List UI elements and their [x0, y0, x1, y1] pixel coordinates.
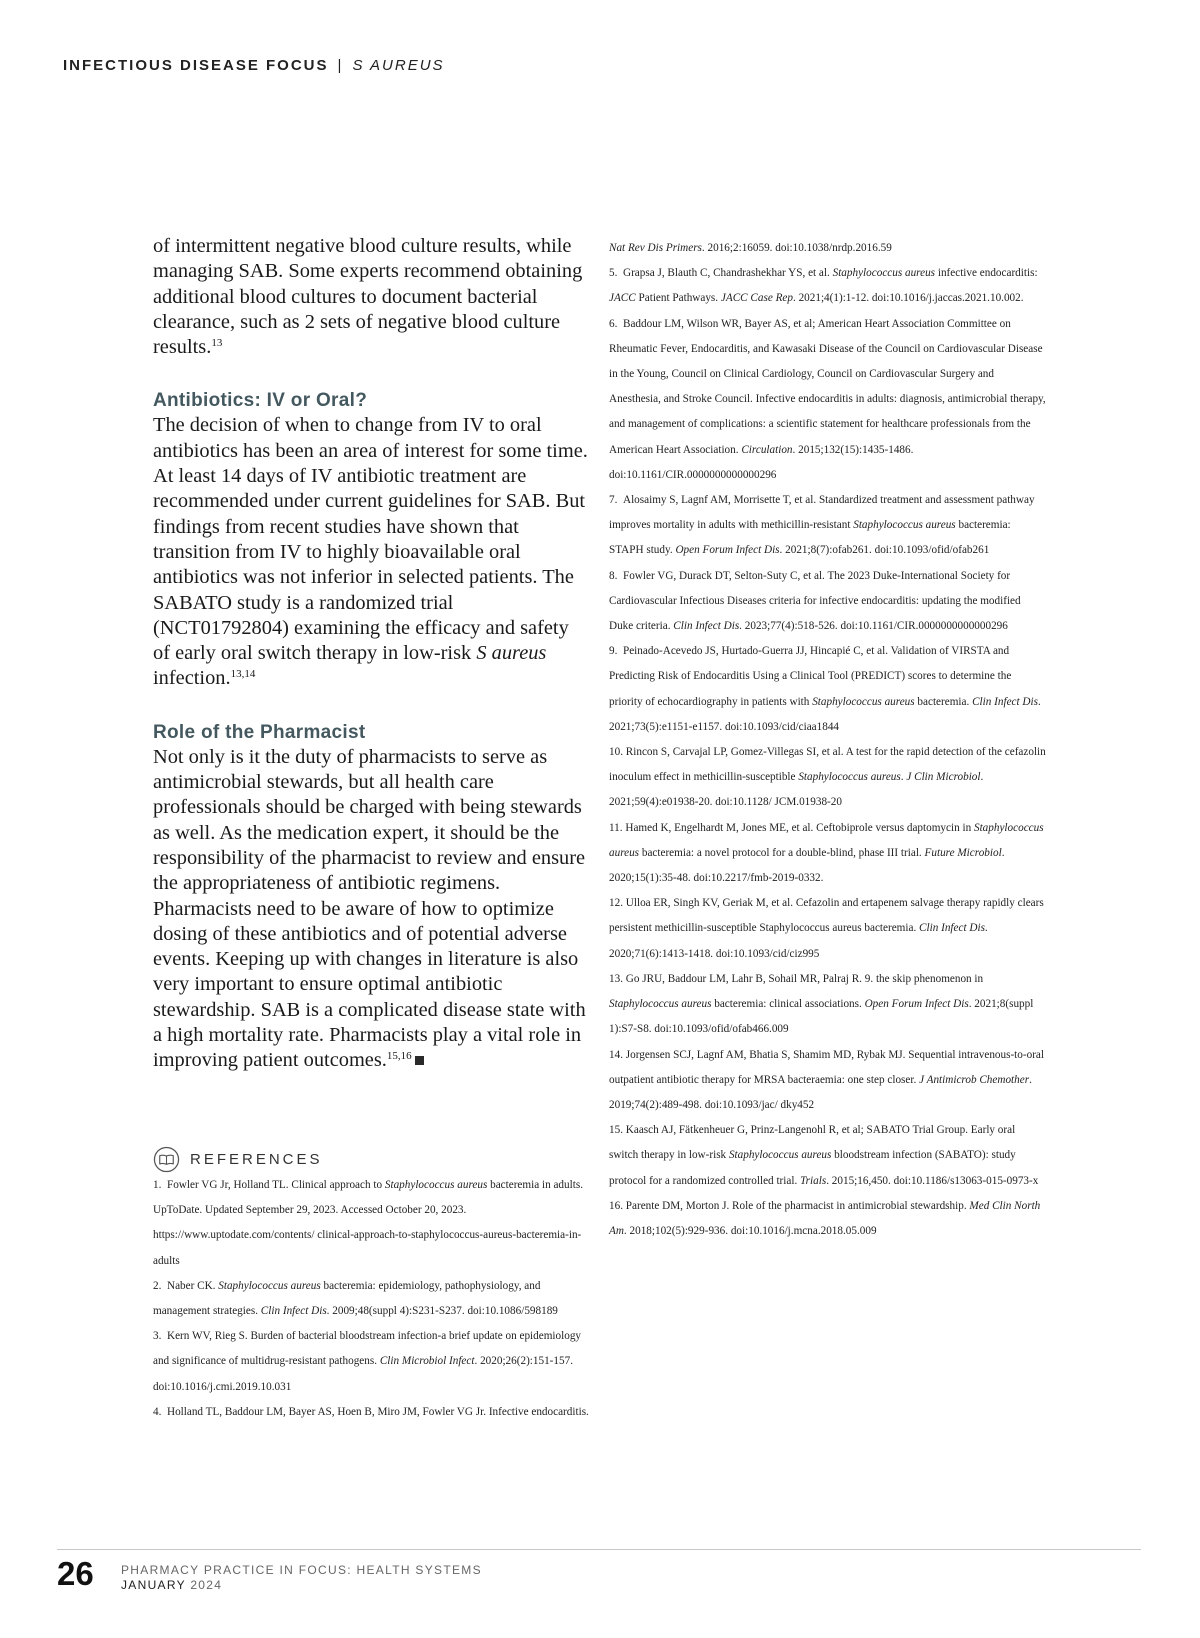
reference-item: 15. Kaasch AJ, Fätkenheuer G, Prinz-Langenohl R, et al; SABATO Trial Group. Early oral switch therapy in low-risk Staphylococcus aureus bloodstream infection (SABATO): study protocol for a randomized controlled trial. Trials. 2015;16,450. doi:10.1186/s13063-015-0973-x	[609, 1124, 1039, 1187]
intro-paragraph: of intermittent negative blood culture results, while managing SAB. Some experts recommend obtaining additional blood cultures to document bacterial clearance, such as 2 sets of negative blood culture results.$^{13}$	[153, 235, 583, 359]
references-title: REFERENCES	[190, 1151, 323, 1168]
issue-month: JANUARY	[121, 1578, 186, 1592]
citation: 13,14	[230, 668, 256, 681]
citation: 13	[211, 337, 223, 350]
header-topic: S AUREUS	[352, 57, 445, 74]
reference-item: 10. Rincon S, Carvajal LP, Gomez-Villegas SI, et al. A test for the rapid detection of the cefazolin inoculum effect in methicillin-susceptible Staphylococcus aureus. J Clin Microbiol. 2021;59(4):e01938-20. doi:10.1128/ JCM.01938-20	[609, 746, 1046, 809]
reference-item: 7. Alosaimy S, Lagnf AM, Morrisette T, et al. Standardized treatment and assessment pathway improves mortality in adults with methicillin-resistant Staphylococcus aureus bacteremia: STAPH study. Open Forum Infect Dis. 2021;8(7):ofab261. doi:10.1093/ofid/ofab261	[609, 494, 1035, 557]
references-list-right	[609, 236, 1046, 1244]
reference-item: 4. Holland TL, Baddour LM, Bayer AS, Hoen B, Miro JM, Fowler VG Jr. Infective endocarditis.	[153, 1405, 589, 1418]
reference-item: 5. Grapsa J, Blauth C, Chandrashekhar YS, et al. Staphylococcus aureus infective endocarditis: JACC Patient Pathways. JACC Case Rep. 2021;4(1):1-12. doi:10.1016/j.jaccas.2021.10.002.	[609, 267, 1038, 305]
open-book-icon	[153, 1146, 180, 1173]
reference-item: 1. Fowler VG Jr, Holland TL. Clinical approach to Staphylococcus aureus bacteremia in adults. UpToDate. Updated September 29, 2023. Accessed October 20, 2023. https://www.uptodate.com/contents/ clinical-approach-to-staphylococcus-aureus-bacteremia-in-adults	[153, 1179, 583, 1267]
antibiotics-paragraph: The decision of when to change from IV to oral antibiotics has been an area of interest for some time. At least 14 days of IV antibiotic treatment are recommended under current guidelines for SAB. But findings from recent studies have shown that transition from IV to highly bioavailable oral antibiotics was not inferior in selected patients. The SABATO study is a randomized trial (NCT01792804) examining the efficacy and safety of early oral switch therapy in low-risk S aureus infection.$^{13,14}$	[153, 414, 588, 690]
end-mark-icon	[415, 1056, 424, 1065]
footer-divider	[57, 1549, 1141, 1550]
article-body	[153, 234, 589, 1074]
reference-item: 16. Parente DM, Morton J. Role of the pharmacist in antimicrobial stewardship. Med Clin North Am. 2018;102(5):929-936. doi:10.1016/j.mcna.2018.05.009	[609, 1199, 1041, 1237]
issue-year: 2024	[190, 1578, 223, 1592]
issue-date	[121, 1578, 222, 1592]
reference-item: 11. Hamed K, Engelhardt M, Jones ME, et al. Ceftobiprole versus daptomycin in Staphylococcus aureus bacteremia: a novel protocol for a double-blind, phase III trial. Future Microbiol. 2020;15(1):35-48. doi:10.2217/fmb-2019-0332.	[609, 821, 1044, 885]
reference-item: 13. Go JRU, Baddour LM, Lahr B, Sohail MR, Palraj R. 9. the skip phenomenon in Staphylococcus aureus bacteremia: clinical associations. Open Forum Infect Dis. 2021;8(suppl 1):S7-S8. doi:10.1093/ofid/ofab466.009	[609, 972, 1034, 1036]
reference-item: 3. Kern WV, Rieg S. Burden of bacterial bloodstream infection-a brief update on epidemiology and significance of multidrug-resistant pathogens. Clin Microbiol Infect. 2020;26(2):151-157. doi:10.1016/j.cmi.2019.10.031	[153, 1330, 582, 1393]
reference-item: 9. Peinado-Acevedo JS, Hurtado-Guerra JJ, Hincapié C, et al. Validation of VIRSTA and Predicting Risk of Endocarditis Using a Clinical Tool (PREDICT) scores to determine the priority of echocardiography in patients with Staphylococcus aureus bacteremia. Clin Infect Dis. 2021;73(5):e1151-e1157. doi:10.1093/cid/ciaa1844	[609, 645, 1041, 733]
running-header	[63, 57, 445, 74]
reference-item: 12. Ulloa ER, Singh KV, Geriak M, et al. Cefazolin and ertapenem salvage therapy rapidly clears persistent methicillin-susceptible Staphylococcus aureus bacteremia. Clin Infect Dis. 2020;71(6):1413-1418. doi:10.1093/cid/ciz995	[609, 897, 1044, 960]
references-list-left	[153, 1173, 590, 1425]
citation: 15,16	[386, 1050, 412, 1063]
header-separator: |	[337, 57, 344, 74]
reference-item: 14. Jorgensen SCJ, Lagnf AM, Bhatia S, Shamim MD, Rybak MJ. Sequential intravenous-to-oral outpatient antibiotic therapy for MRSA bacteraemia: one step closer. J Antimicrob Chemother. 2019;74(2):489-498. doi:10.1093/jac/ dky452	[609, 1048, 1045, 1111]
references-header	[153, 1146, 323, 1173]
reference-item: 6. Baddour LM, Wilson WR, Bayer AS, et al; American Heart Association Committee on Rheumatic Fever, Endocarditis, and Kawasaki Disease of the Council on Cardiovascular Disease in the Young, Council on Clinical Cardiology, Council on Cardiovascular Surgery and Anesthesia, and Stroke Council. Infective endocarditis in adults: diagnosis, antimicrobial therapy, and management of complications: a scientific statement for healthcare professionals from the American Heart Association. Circulation. 2015;132(15):1435-1486. doi:10.1161/CIR.0000000000000296	[609, 317, 1046, 481]
header-section: INFECTIOUS DISEASE FOCUS	[63, 57, 329, 74]
reference-item: 8. Fowler VG, Durack DT, Selton-Suty C, et al. The 2023 Duke-International Society for Cardiovascular Infectious Diseases criteria for infective endocarditis: updating the modified Duke criteria. Clin Infect Dis. 2023;77(4):518-526. doi:10.1161/CIR.0000000000000296	[609, 569, 1021, 633]
publication-name: PHARMACY PRACTICE IN FOCUS: HEALTH SYSTEMS	[121, 1563, 482, 1577]
pharmacist-paragraph: Not only is it the duty of pharmacists to serve as antimicrobial stewards, but all health care professionals should be charged with being stewards as well. As the medication expert, it should be the responsibility of the pharmacist to review and ensure the appropriateness of antibiotic regimens. Pharmacists need to be aware of how to optimize dosing of these antibiotics and of potential adverse events. Keeping up with changes in literature is also very important to ensure optimal antibiotic stewardship. SAB is a complicated disease state with a high mortality rate. Pharmacists play a vital role in improving patient outcomes.$^{15,16}$	[153, 745, 586, 1072]
section-heading-pharmacist: Role of the Pharmacist	[153, 721, 366, 743]
page-number: 26	[57, 1555, 94, 1592]
reference-item: 2. Naber CK. Staphylococcus aureus bacteremia: epidemiology, pathophysiology, and management strategies. Clin Infect Dis. 2009;48(suppl 4):S231-S237. doi:10.1086/598189	[153, 1279, 558, 1318]
section-heading-antibiotics: Antibiotics: IV or Oral?	[153, 390, 368, 412]
reference-item-continued: Nat Rev Dis Primers. 2016;2:16059. doi:10.1038/nrdp.2016.59	[609, 242, 892, 254]
